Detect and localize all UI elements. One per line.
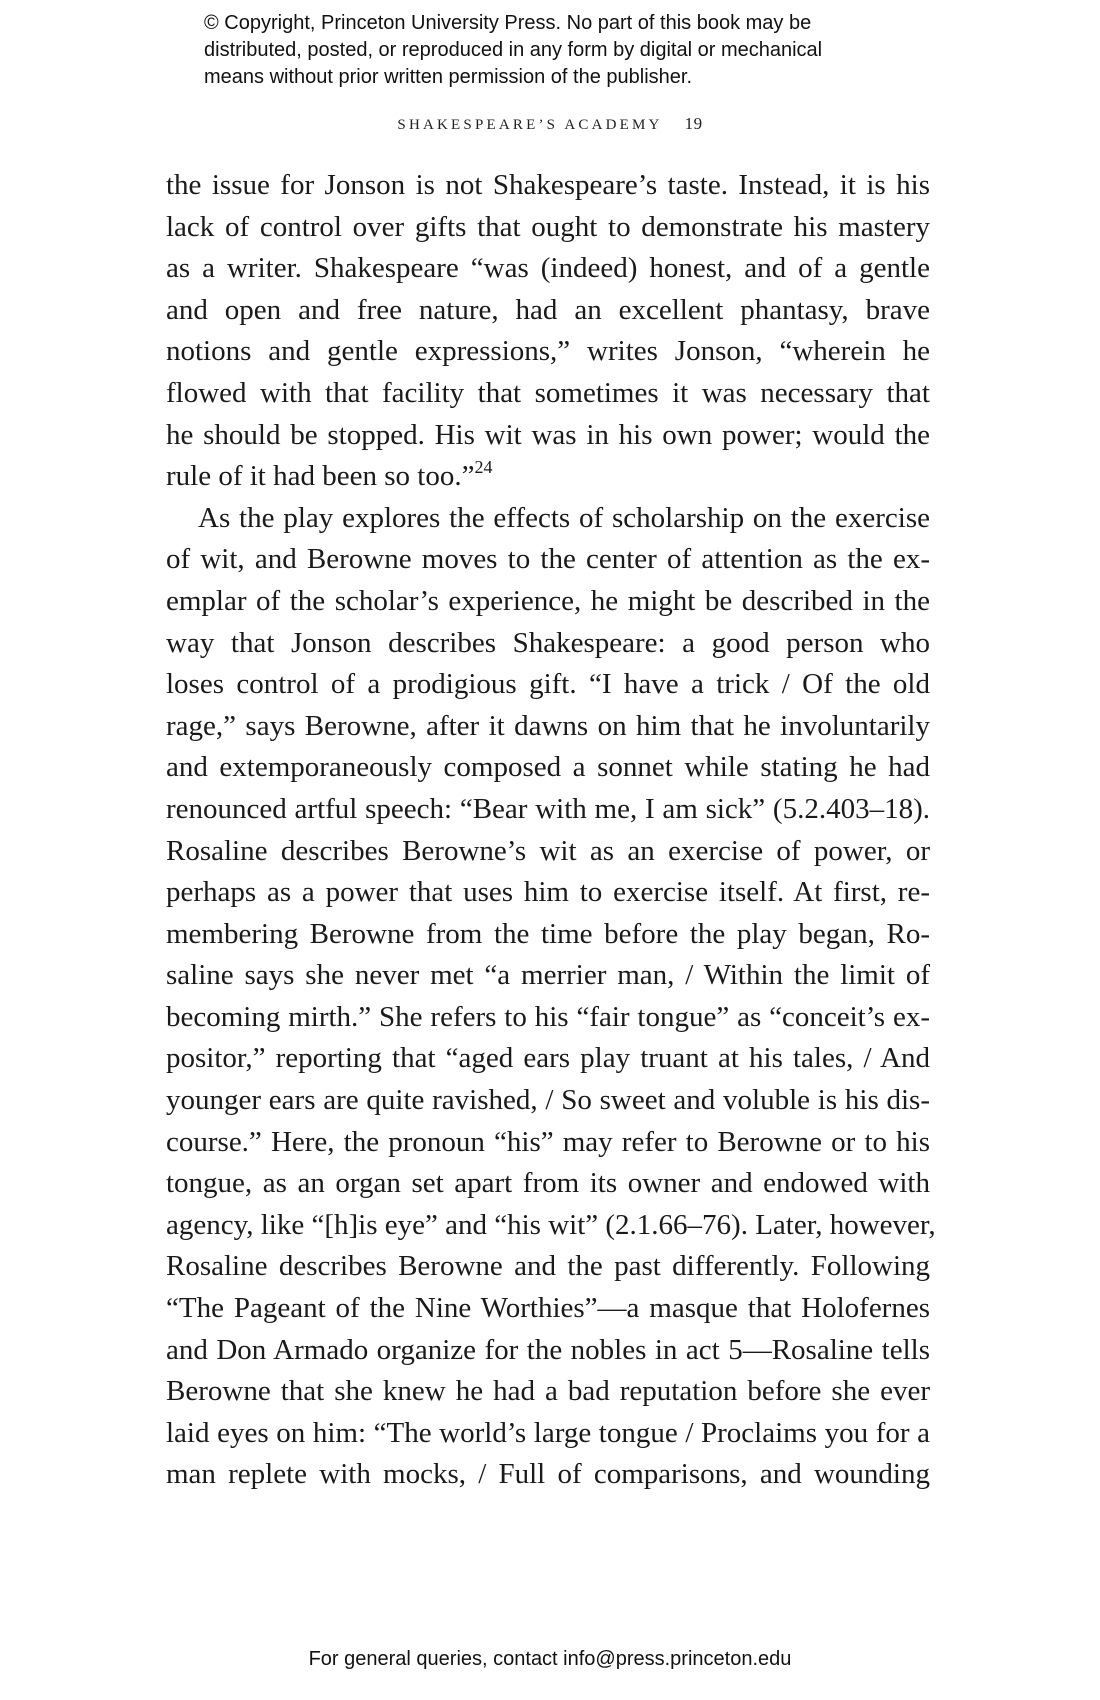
text-line: Berowne that she knew he had a bad reputation before she ever [166, 1375, 930, 1408]
text-line: loses control of a prodigious gift. “I have a trick / Of the old [166, 668, 930, 701]
text-line: and extemporaneously composed a sonnet while stating he had [166, 751, 930, 784]
text-line: he should be stopped. His wit was in his own power; would the [166, 418, 930, 451]
text-line: man replete with mocks, / Full of comparisons, and wounding [166, 1458, 930, 1491]
text-line: and Don Armado organize for the nobles in act 5—Rosaline tells [166, 1333, 930, 1366]
footer-contact: For general queries, contact info@press.princeton.edu [308, 1648, 792, 1670]
copyright-notice [204, 10, 964, 91]
text-line: flowed with that facility that sometimes it was necessary that [166, 376, 930, 409]
footnote-reference[interactable]: 24 [474, 457, 493, 478]
text-line: saline says she never met “a merrier man, / Within the limit of [166, 959, 930, 992]
text-line: laid eyes on him: “The world’s large tongue / Proclaims you for a [166, 1416, 930, 1449]
text-line [166, 456, 930, 498]
text-line: renounced artful speech: “Bear with me, I am sick” (5.2.403–18). [166, 792, 930, 825]
text-line: rage,” says Berowne, after it dawns on him that he involuntarily [166, 709, 930, 742]
paragraph-2 [166, 498, 936, 1496]
text-line: younger ears are quite ravished, / So sweet and voluble is his dis- [166, 1084, 930, 1117]
text-line: “The Pageant of the Nine Worthies”—a masque that Holofernes [166, 1292, 930, 1325]
text-line-content: rule of it had been so too.” [166, 460, 475, 493]
text-line: notions and gentle expressions,” writes Jonson, “wherein he [166, 335, 930, 368]
text-line: membering Berowne from the time before the play began, Ro- [166, 917, 930, 950]
text-line: agency, like “[h]is eye” and “his wit” (2.1.66–76). Later, however, [166, 1208, 936, 1241]
text-line: positor,” reporting that “aged ears play truant at his tales, / And [166, 1042, 930, 1075]
text-line: Rosaline describes Berowne and the past differently. Following [166, 1250, 930, 1283]
body-text [166, 165, 936, 1496]
page-number: 19 [684, 114, 703, 133]
text-line: and open and free nature, had an excellent phantasy, brave [166, 293, 930, 326]
copyright-line: means without prior written permission of the publisher. [204, 66, 693, 88]
text-line: emplar of the scholar’s experience, he might be described in the [166, 584, 930, 617]
running-head [0, 114, 1100, 134]
text-line: as a writer. Shakespeare “was (indeed) honest, and of a gentle [166, 252, 930, 285]
text-line: lack of control over gifts that ought to demonstrate his mastery [166, 210, 930, 243]
text-line: course.” Here, the pronoun “his” may refer to Berowne or to his [166, 1125, 930, 1158]
paragraph-1 [166, 165, 930, 498]
copyright-line: © Copyright, Princeton University Press. No part of this book may be [204, 12, 812, 34]
text-line: of wit, and Berowne moves to the center of attention as the ex- [166, 543, 930, 576]
text-line: becoming mirth.” She refers to his “fair tongue” as “conceit’s ex- [166, 1000, 930, 1033]
text-line: tongue, as an organ set apart from its owner and endowed with [166, 1167, 930, 1200]
text-line: As the play explores the effects of scholarship on the exercise [198, 501, 930, 534]
running-head-title: SHAKESPEARE’S ACADEMY [397, 117, 663, 133]
text-line: the issue for Jonson is not Shakespeare’s taste. Instead, it is his [166, 169, 930, 201]
text-line: Rosaline describes Berowne’s wit as an exercise of power, or [166, 834, 930, 867]
text-line: perhaps as a power that uses him to exercise itself. At first, re- [166, 876, 930, 909]
copyright-line: distributed, posted, or reproduced in any form by digital or mechanical [204, 39, 823, 61]
text-line: way that Jonson describes Shakespeare: a good person who [166, 626, 930, 659]
